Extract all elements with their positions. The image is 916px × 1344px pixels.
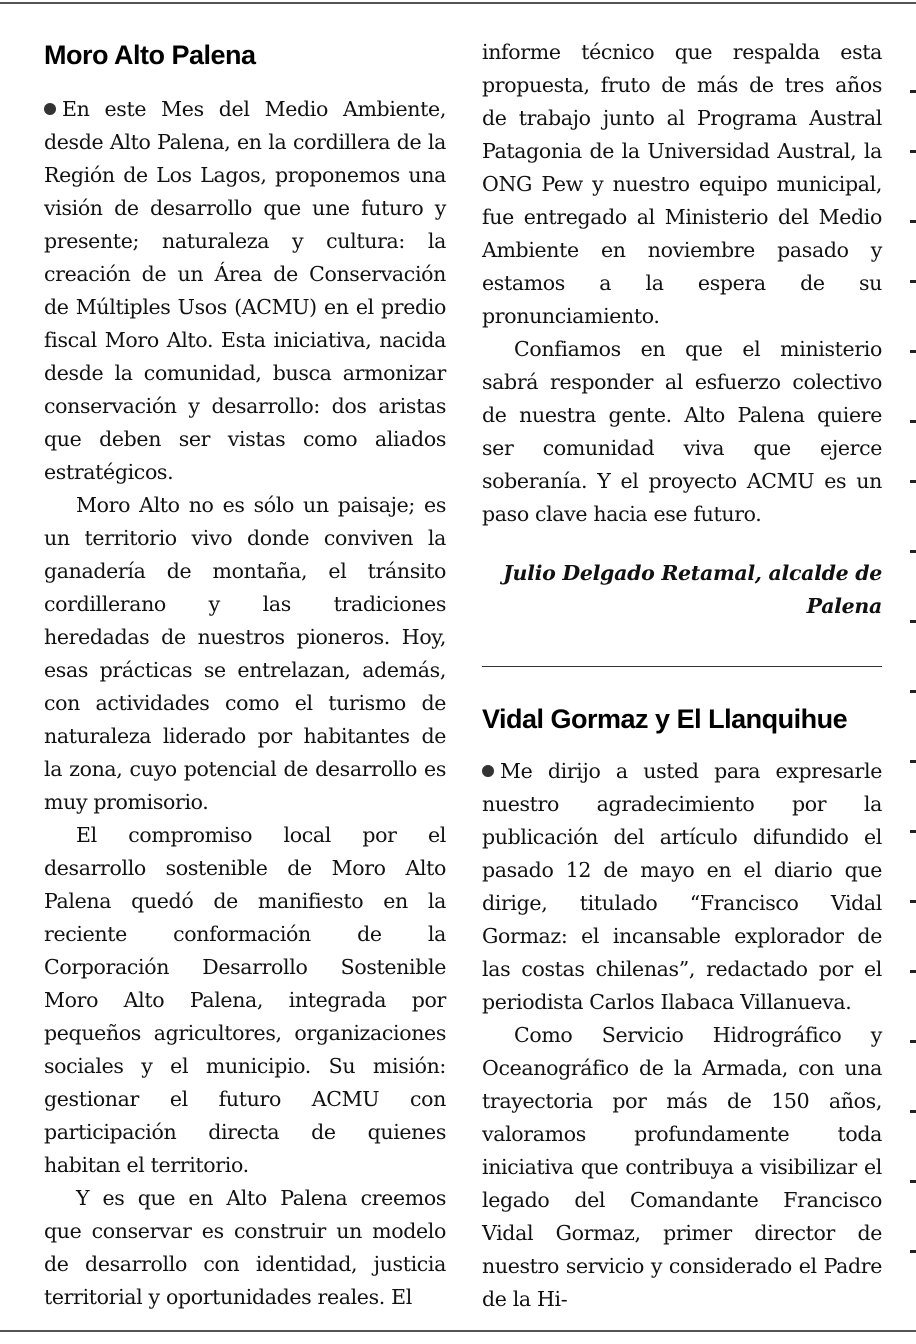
edge-mark bbox=[910, 480, 916, 483]
edge-mark bbox=[910, 280, 916, 283]
letter1-paragraph-4: Y es que en Alto Palena creemos que conservar es construir un modelo de desarrollo con identidad, justicia territorial y oportunidades reales. El bbox=[44, 1186, 446, 1309]
letter1-paragraph-3: El compromiso local por el desarrollo sostenible de Moro Alto Palena quedó de manifiesto en la reciente conformación de la Corporación Desarrollo Sostenible Moro Alto Palena, integrada por pequeños agricultores, organizaciones sociales y el municipio. Su misión: gestionar el futuro ACMU con participación directa de quienes habitan el territorio. bbox=[44, 823, 446, 1177]
letter2-block bbox=[482, 704, 882, 1316]
edge-mark bbox=[910, 350, 916, 353]
letter1-paragraph-1: En este Mes del Medio Ambiente, desde Alto Palena, en la cordillera de la Región de Los Lagos, proponemos una visión de desarrollo que une futuro y presente; naturaleza y cultura: la creación de un Área de Conservación de Múltiples Usos (ACMU) en el predio fiscal Moro Alto. Esta iniciativa, nacida desde la comunidad, busca armonizar conservación y desarrollo: dos aristas que deben ser vistas como aliados estratégicos. bbox=[44, 97, 446, 484]
edge-mark bbox=[910, 550, 916, 553]
adjacent-column-edge bbox=[908, 30, 916, 1320]
edge-mark bbox=[910, 1180, 916, 1183]
edge-mark bbox=[910, 830, 916, 833]
bullet-icon bbox=[482, 765, 494, 777]
top-rule bbox=[0, 2, 916, 4]
letter2-title: Vidal Gormaz y El Llanquihue bbox=[482, 704, 848, 734]
edge-mark bbox=[910, 970, 916, 973]
letter1-paragraph-2: Moro Alto no es sólo un paisaje; es un territorio vivo donde conviven la ganadería de montaña, el tránsito cordillerano y las tradiciones heredadas de nuestros pioneros. Hoy, esas prácticas se entrelazan, además, con actividades como el turismo de naturaleza liderado por habitantes de la zona, cuyo potencial de desarrollo es muy promisorio. bbox=[44, 493, 446, 814]
edge-mark bbox=[910, 900, 916, 903]
edge-mark bbox=[910, 90, 916, 93]
letter1-title: Moro Alto Palena bbox=[44, 40, 256, 70]
letter2-paragraph-1: Me dirijo a usted para expresarle nuestro agradecimiento por la publicación del artículo difundido el pasado 12 de mayo en el diario que dirige, titulado “Francisco Vidal Gormaz: el incansable explorador de las costas chilenas”, redactado por el periodista Carlos Ilabaca Villanueva. bbox=[482, 759, 882, 1014]
edge-mark bbox=[910, 150, 916, 153]
edge-mark bbox=[910, 1110, 916, 1113]
edge-mark bbox=[910, 220, 916, 223]
letter1-signature: Julio Delgado Retamal, alcalde de Palena bbox=[503, 561, 882, 618]
edge-mark bbox=[910, 1040, 916, 1043]
edge-mark bbox=[910, 760, 916, 763]
column-right bbox=[482, 36, 882, 623]
letter1-paragraph-4-continued: informe técnico que respalda esta propuesta, fruto de más de tres años de trabajo junto al Programa Austral Patagonia de la Universidad Austral, la ONG Pew y nuestro equipo municipal, fue entregado al Ministerio del Medio Ambiente en noviembre pasado y estamos a la espera de su pronunciamiento. bbox=[482, 40, 882, 328]
edge-mark bbox=[910, 1250, 916, 1253]
edge-mark bbox=[910, 420, 916, 423]
column-left bbox=[44, 32, 446, 1314]
edge-mark bbox=[910, 690, 916, 693]
letter1-paragraph-5: Confiamos en que el ministerio sabrá responder al esfuerzo colectivo de nuestra gente. Alto Palena quiere ser comunidad viva que ejerce soberanía. Y el proyecto ACMU es un paso clave hacia ese futuro. bbox=[482, 337, 882, 526]
section-divider bbox=[482, 666, 882, 667]
letter2-paragraph-2: Como Servicio Hidrográfico y Oceanográfico de la Armada, con una trayectoria por más de 150 años, valoramos profundamente toda iniciativa que contribuya a visibilizar el legado del Comandante Francisco Vidal Gormaz, primer director de nuestro servicio y considerado el Padre de la Hi- bbox=[482, 1023, 882, 1311]
bottom-rule bbox=[0, 1330, 916, 1332]
edge-mark bbox=[910, 620, 916, 623]
bullet-icon bbox=[44, 103, 56, 115]
